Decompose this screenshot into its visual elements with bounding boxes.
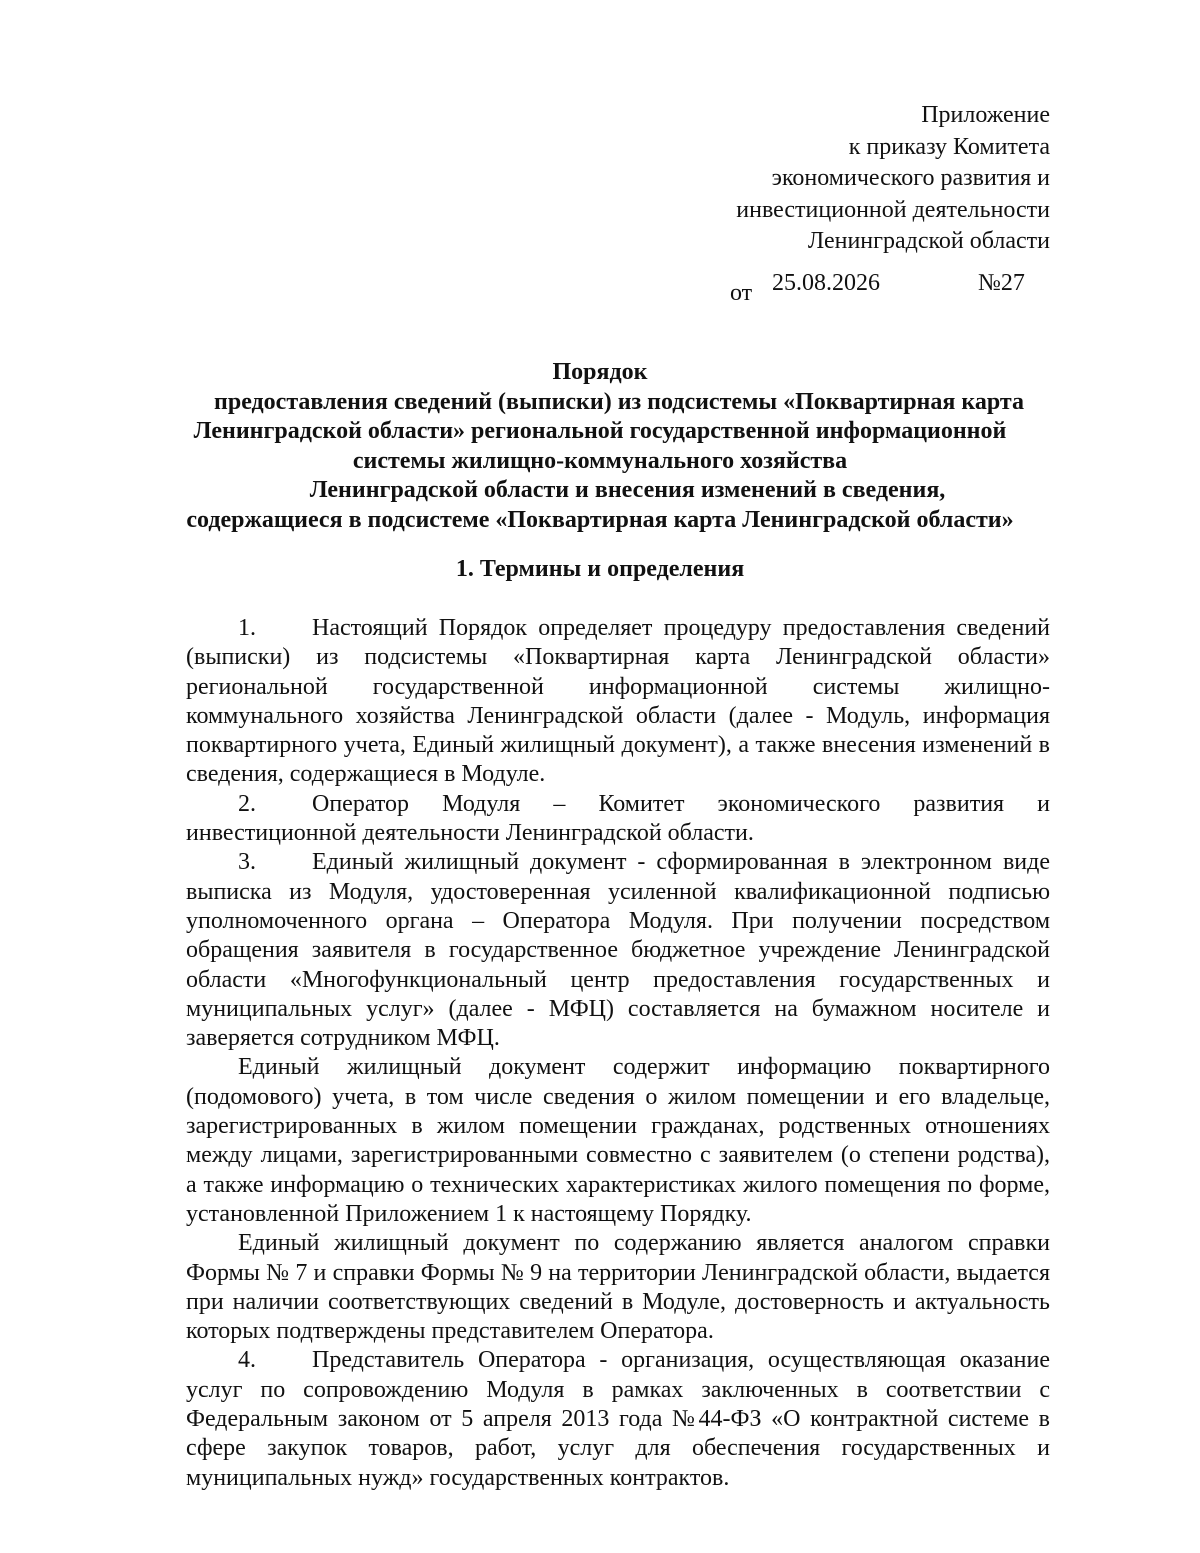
document-title [150, 358, 1050, 535]
paragraph-number: 4. [238, 1347, 256, 1374]
paragraph-3-continued [186, 1053, 1050, 1229]
paragraph-number: 2. [238, 790, 256, 817]
paragraph-text: Настоящий Порядок определяет процедуру предоставления сведений (выписки) из подсистемы «Поквартирная карта Ленинградской области» региональной государственной информационной системы жилищно-коммунального хозяйства Ленинградской области (далее - Модуль, информация поквартирного учета, Единый жилищный документ), а также внесения изменений в сведения, содержащиеся в Модуле. [186, 615, 1050, 788]
paragraph-text: Оператор Модуля – Комитет экономического развития и инвестиционной деятельности Ленинградской области. [186, 790, 1050, 847]
title-line: Порядок [552, 359, 648, 385]
order-number: №27 [978, 270, 1025, 296]
document-body [186, 614, 1050, 1493]
appendix-line: Приложение [921, 102, 1050, 128]
appendix-line: Ленинградской области [807, 228, 1050, 254]
date-prefix: от [730, 280, 753, 306]
paragraph-4 [186, 1346, 1050, 1492]
appendix-block [736, 100, 1050, 258]
title-line: предоставления сведений (выписки) из подсистемы «Поквартирная карта [214, 388, 1024, 415]
title-line: Ленинградской области» региональной государственной информационной [193, 418, 1007, 444]
section-heading: 1. Термины и определения [455, 556, 745, 582]
order-date: 25.08.2026 [772, 270, 880, 296]
title-line: системы жилищно-коммунального хозяйства [352, 447, 848, 474]
paragraph-text: Единый жилищный документ содержит информацию поквартирного (подомового) учета, в том числе сведения о жилом помещении и его владельце, зарегистрированных в жилом помещении гражданах, родственных отношениях между лицами, зарегистрированными совместно с заявителем (о степени родства), а также информацию о технических характеристиках жилого помещения по форме, установленной Приложением 1 к настоящему Порядку. [186, 1054, 1050, 1227]
title-line: содержащиеся в подсистеме «Поквартирная карта Ленинградской области» [186, 506, 1014, 533]
appendix-line: инвестиционной деятельности [736, 196, 1050, 223]
appendix-line: экономического развития и [771, 165, 1050, 191]
paragraph-text: Представитель Оператора - организация, осуществляющая оказание услуг по сопровождению Модуля в рамках заключенных в соответствии с Федеральным законом от 5 апреля 2013 года №44-ФЗ «О контрактной системе в сфере закупок товаров, работ, услуг для обеспечения государственных и муниципальных нужд» государственных контрактов. [186, 1347, 1050, 1491]
title-line: Ленинградской области и внесения изменений в сведения, [309, 477, 946, 503]
order-date-line [730, 270, 1030, 306]
paragraph-2 [186, 790, 1050, 849]
appendix-line: к приказу Комитета [848, 133, 1050, 160]
paragraph-1 [186, 614, 1050, 790]
paragraph-text: Единый жилищный документ - сформированная в электронном виде выписка из Модуля, удостоверенная усиленной квалификационной подписью уполномоченного органа – Оператора Модуля. При получении посредством обращения заявителя в государственное бюджетное учреждение Ленинградской области «Многофункциональный центр предоставления государственных и муниципальных услуг» (далее - МФЦ) составляется на бумажном носителе и заверяется сотрудником МФЦ. [186, 849, 1050, 1052]
paragraph-3-analog [186, 1229, 1050, 1346]
paragraph-number: 3. [238, 849, 256, 876]
paragraph-text: Единый жилищный документ по содержанию является аналогом справки Формы № 7 и справки Формы № 9 на территории Ленинградской области, выдается при наличии соответствующих сведений в Модуле, достоверность и актуальность которых подтверждены представителем Оператора. [186, 1230, 1050, 1345]
paragraph-3 [186, 848, 1050, 1053]
paragraph-number: 1. [238, 615, 256, 641]
